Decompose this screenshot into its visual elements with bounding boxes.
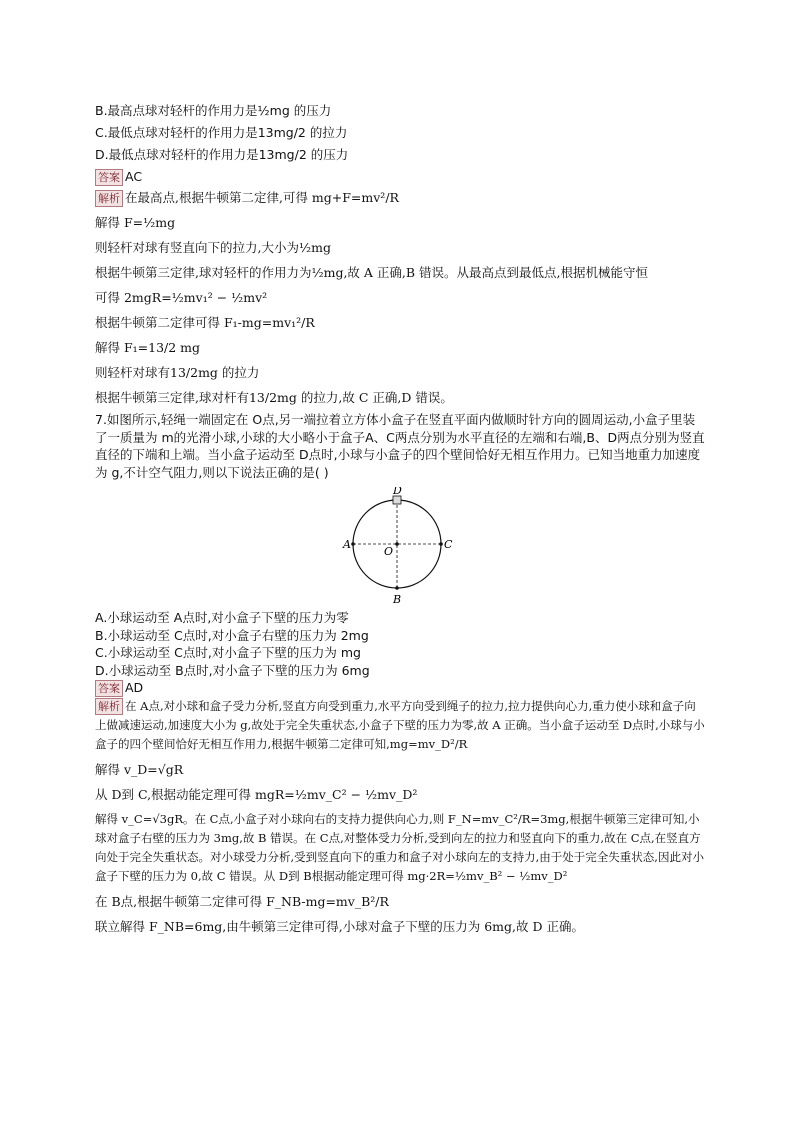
analysis-paragraph: 解得 v_C=√3gR。在 C点,小盒子对小球向右的支持力提供向心力,则 F_N=mv_C²/R=3mg,根据牛顿第三定律可知,小球对盒子右壁的压力为 3mg,故 B 错误。在 C点,对整体受力分析,受到向左的拉力和竖直向下的重力,故在 C点,在竖直方向处于完全失重状态。对小球受力分析,受到竖直向下的重力和盒子对小球向左的支持力,由于处于完全失重状态,因此对小盒子下壁的压力为 0,故 C 错误。从 D到 B根据动能定理可得 mg·2R=½mv_B² − ½mv_D² bbox=[95, 812, 704, 883]
analysis-tag: 解析 bbox=[95, 190, 123, 207]
q7-option-d: D.小球运动至 B点时,对小盒子下壁的压力为 6mg bbox=[95, 662, 370, 678]
option-b-prev: B.最高点球对轻杆的作用力是½mg 的压力 bbox=[95, 103, 332, 118]
label-c: C bbox=[444, 538, 453, 551]
center-dot bbox=[395, 542, 399, 546]
label-d: D bbox=[393, 487, 402, 497]
circle-diagram bbox=[340, 487, 460, 605]
point-b-dot bbox=[395, 586, 399, 590]
label-a: A bbox=[343, 538, 351, 551]
point-a-dot bbox=[351, 542, 355, 546]
analysis-line: 可得 2mgR=½mv₁² − ½mv² bbox=[95, 290, 268, 305]
analysis-line: 在 B点,根据牛顿第二定律可得 F_NB-mg=mv_B²/R bbox=[95, 894, 389, 909]
page-content bbox=[95, 100, 710, 936]
analysis-line: 解得 F₁=13/2 mg bbox=[95, 340, 201, 355]
answer-text: AD bbox=[125, 680, 144, 695]
q7-option-c: C.小球运动至 C点时,对小盒子下壁的压力为 mg bbox=[95, 645, 361, 660]
analysis-tag: 解析 bbox=[95, 698, 123, 715]
analysis-line: 解得 F=½mg bbox=[95, 215, 176, 230]
answer-text: AC bbox=[125, 169, 143, 184]
answer-tag: 答案 bbox=[95, 680, 123, 697]
point-c-dot bbox=[439, 542, 443, 546]
analysis-text: 在 A点,对小球和盒子受力分析,竖直方向受到重力,水平方向受到绳子的拉力,拉力提供向心力,重力使小球和盒子向上做减速运动,加速度大小为 g,故处于完全失重状态,小盒子下壁的压力为零,故 A 正确。当小盒子运动至 D点时,小球与小盒子的四个壁间恰好无相互作用力,根据牛顿第二定律可知,mg=mv_D²/R bbox=[95, 699, 705, 751]
analysis-line: 则轻杆对球有竖直向下的拉力,大小为½mg bbox=[95, 240, 331, 255]
q7-option-b: B.小球运动至 C点时,对小盒子右壁的压力为 2mg bbox=[95, 627, 369, 643]
analysis-line: 根据牛顿第三定律,球对轻杆的作用力为½mg,故 A 正确,B 错误。从最高点到最低点,根据机械能守恒 bbox=[95, 265, 648, 280]
circle-figure bbox=[95, 487, 710, 605]
analysis-q7-first bbox=[95, 697, 707, 754]
label-b: B bbox=[393, 593, 402, 605]
analysis-line: 则轻杆对球有13/2mg 的拉力 bbox=[95, 365, 260, 380]
answer-tag: 答案 bbox=[95, 169, 123, 186]
option-c-prev: C.最低点球对轻杆的作用力是13mg/2 的拉力 bbox=[95, 125, 348, 140]
question-7-stem: 7.如图所示,轻绳一端固定在 O点,另一端拉着立方体小盒子在竖直平面内做顺时针方向的圆周运动,小盒子里装了一质量为 m的光滑小球,小球的大小略小于盒子A、C两点分别为水平直径的左端和右端,B、D两点分别为竖直直径的下端和上端。当小盒子运动至 D点时,小球与小盒子的四个壁间恰好无相互作用力。已知当地重力加速度为 g,不计空气阻力,则以下说法正确的是( ) bbox=[95, 412, 705, 480]
analysis-line: 在最高点,根据牛顿第二定律,可得 mg+F=mv²/R bbox=[125, 190, 399, 205]
q7-option-a: A.小球运动至 A点时,对小盒子下壁的压力为零 bbox=[95, 610, 349, 625]
answer-row-q7 bbox=[95, 679, 710, 697]
answer-row-prev bbox=[95, 166, 710, 188]
analysis-line: 根据牛顿第二定律可得 F₁-mg=mv₁²/R bbox=[95, 315, 315, 330]
analysis-line: 解得 v_D=√gR bbox=[95, 762, 184, 777]
analysis-line: 联立解得 F_NB=6mg,由牛顿第三定律可得,小球对盒子下壁的压力为 6mg,故 D 正确。 bbox=[95, 919, 584, 934]
small-box bbox=[393, 496, 401, 504]
analysis-line: 从 D到 C,根据动能定理可得 mgR=½mv_C² − ½mv_D² bbox=[95, 787, 418, 802]
analysis-row-prev bbox=[95, 188, 710, 207]
analysis-line: 根据牛顿第三定律,球对杆有13/2mg 的拉力,故 C 正确,D 错误。 bbox=[95, 390, 453, 405]
label-o: O bbox=[384, 545, 394, 558]
option-d-prev: D.最低点球对轻杆的作用力是13mg/2 的压力 bbox=[95, 147, 349, 162]
